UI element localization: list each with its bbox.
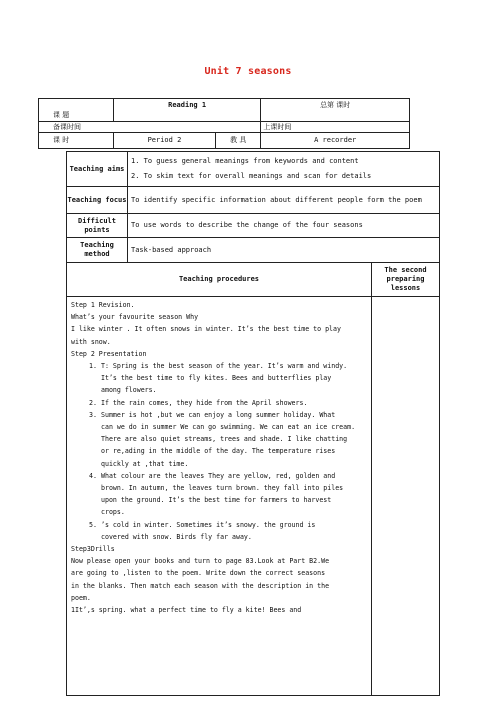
procedure-line: with snow. [71,337,111,346]
class-time-cell [261,122,410,133]
class-time-label: 上课时间 [263,122,292,131]
list-text: among flowers. [101,386,157,395]
list-item [71,409,367,421]
procedure-line: in the blanks. Then match each season with the description in the [71,581,330,590]
period-label: 课 时 [53,136,70,144]
method-cell [128,238,440,263]
focus-label: Teaching focus [67,195,127,204]
procedure-line: Now please open your books and turn to page 83.Look at Part B2.We [71,557,330,566]
list-text: covered with snow. Birds fly far away. [101,532,252,541]
list-text: brown. In autumn, the leaves turn brown. they fall into piles [101,484,344,493]
list-text: quickly at ,that time. [101,459,189,468]
difficult-text: To use words to describe the change of the four seasons [131,221,363,229]
tools-label: 教 具 [230,136,247,144]
focus-cell [128,187,440,214]
list-number: 2. [89,398,97,407]
list-item [71,470,367,482]
list-item [71,360,367,372]
list-text: Summer is hot ,but we can enjoy a long summer holiday. What [101,410,336,419]
list-number: 1. [89,362,97,371]
list-text: or re,ading in the middle of the day. The temperature rises [101,447,336,456]
lesson-header-table [38,98,410,149]
method-label: Teaching method [80,241,114,258]
procedure-line: poem. [71,593,91,602]
period-label-cell [39,133,114,149]
list-number: 5. [89,520,97,529]
list-item [71,397,367,409]
aims-label: Teaching aims [69,164,125,173]
procedure-line: What’s your favourite season Why [71,313,199,322]
list-item [71,519,367,531]
procedure-line: I like winter . It often snows in winter. It’s the best time to play [71,325,341,334]
lesson-label-cell [39,99,114,122]
prep-time-label: 备课时间 [53,122,81,131]
period-value-cell [113,133,215,149]
list-text: It’s the best time to fly kites. Bees and butterflies play [101,374,332,383]
aims-label-cell [67,152,128,187]
list-text: upon the ground. It’s the best time for farmers to harvest [101,496,332,505]
prep-time-cell [39,122,261,133]
procedures-label-cell [67,263,372,297]
tools-value: A recorder [314,136,357,144]
step-heading: Step 2 Presentation [71,349,147,358]
aim-item: 1. To guess general meanings from keywords and content [131,157,359,165]
procedure-content-cell [67,297,372,696]
list-text: What colour are the leaves They are yellow, red, golden and [101,471,336,480]
list-text: If the rain comes, they hide from the April showers. [101,398,308,407]
step-heading: Step3Drills [71,545,115,554]
list-number: 4. [89,471,97,480]
aims-cell [128,152,440,187]
procedures-label: Teaching procedures [178,275,260,283]
procedure-line: are going to ,listen to the poem. Write down the correct seasons [71,569,326,578]
focus-text: To identify specific information about different people form the poem [131,195,422,204]
difficult-cell [128,214,440,238]
method-text: Task-based approach [131,245,212,254]
total-cell [261,99,410,122]
list-text: There are also quiet streams, trees and shade. I like chatting [101,435,348,444]
second-label-cell [372,263,440,297]
procedure-line: 1It’,s spring. what a perfect time to fly a kite! Bees and [71,606,302,615]
second-preparing-cell [372,297,440,696]
lesson-name: Reading 1 [168,101,207,109]
total-label: 总第 课时 [320,101,351,109]
difficult-label: Difficult points [78,216,116,234]
second-label: The second preparing lessons [384,266,427,292]
list-text: ’s cold in winter. Sometimes it’s snowy. the ground is [101,520,316,529]
list-number: 3. [89,410,97,419]
period-value: Period 2 [147,136,182,144]
tools-value-cell [261,133,410,149]
list-text: crops. [101,508,125,517]
procedure-table [66,151,440,696]
lesson-label: 课 题 [53,110,70,119]
focus-label-cell [67,187,128,214]
difficult-label-cell [67,214,128,238]
aim-item: 2. To skim text for overall meanings and scan for details [131,172,372,180]
method-label-cell [67,238,128,263]
lesson-name-cell [113,99,261,122]
page-title: Unit 7 seasons [204,66,292,77]
tools-label-cell [216,133,261,149]
list-text: T: Spring is the best season of the year. It’s warm and windy. [101,362,348,371]
list-text: can we do in summer We can go swimming. We can eat an ice cream. [101,423,356,432]
step-heading: Step 1 Revision. [71,301,135,309]
